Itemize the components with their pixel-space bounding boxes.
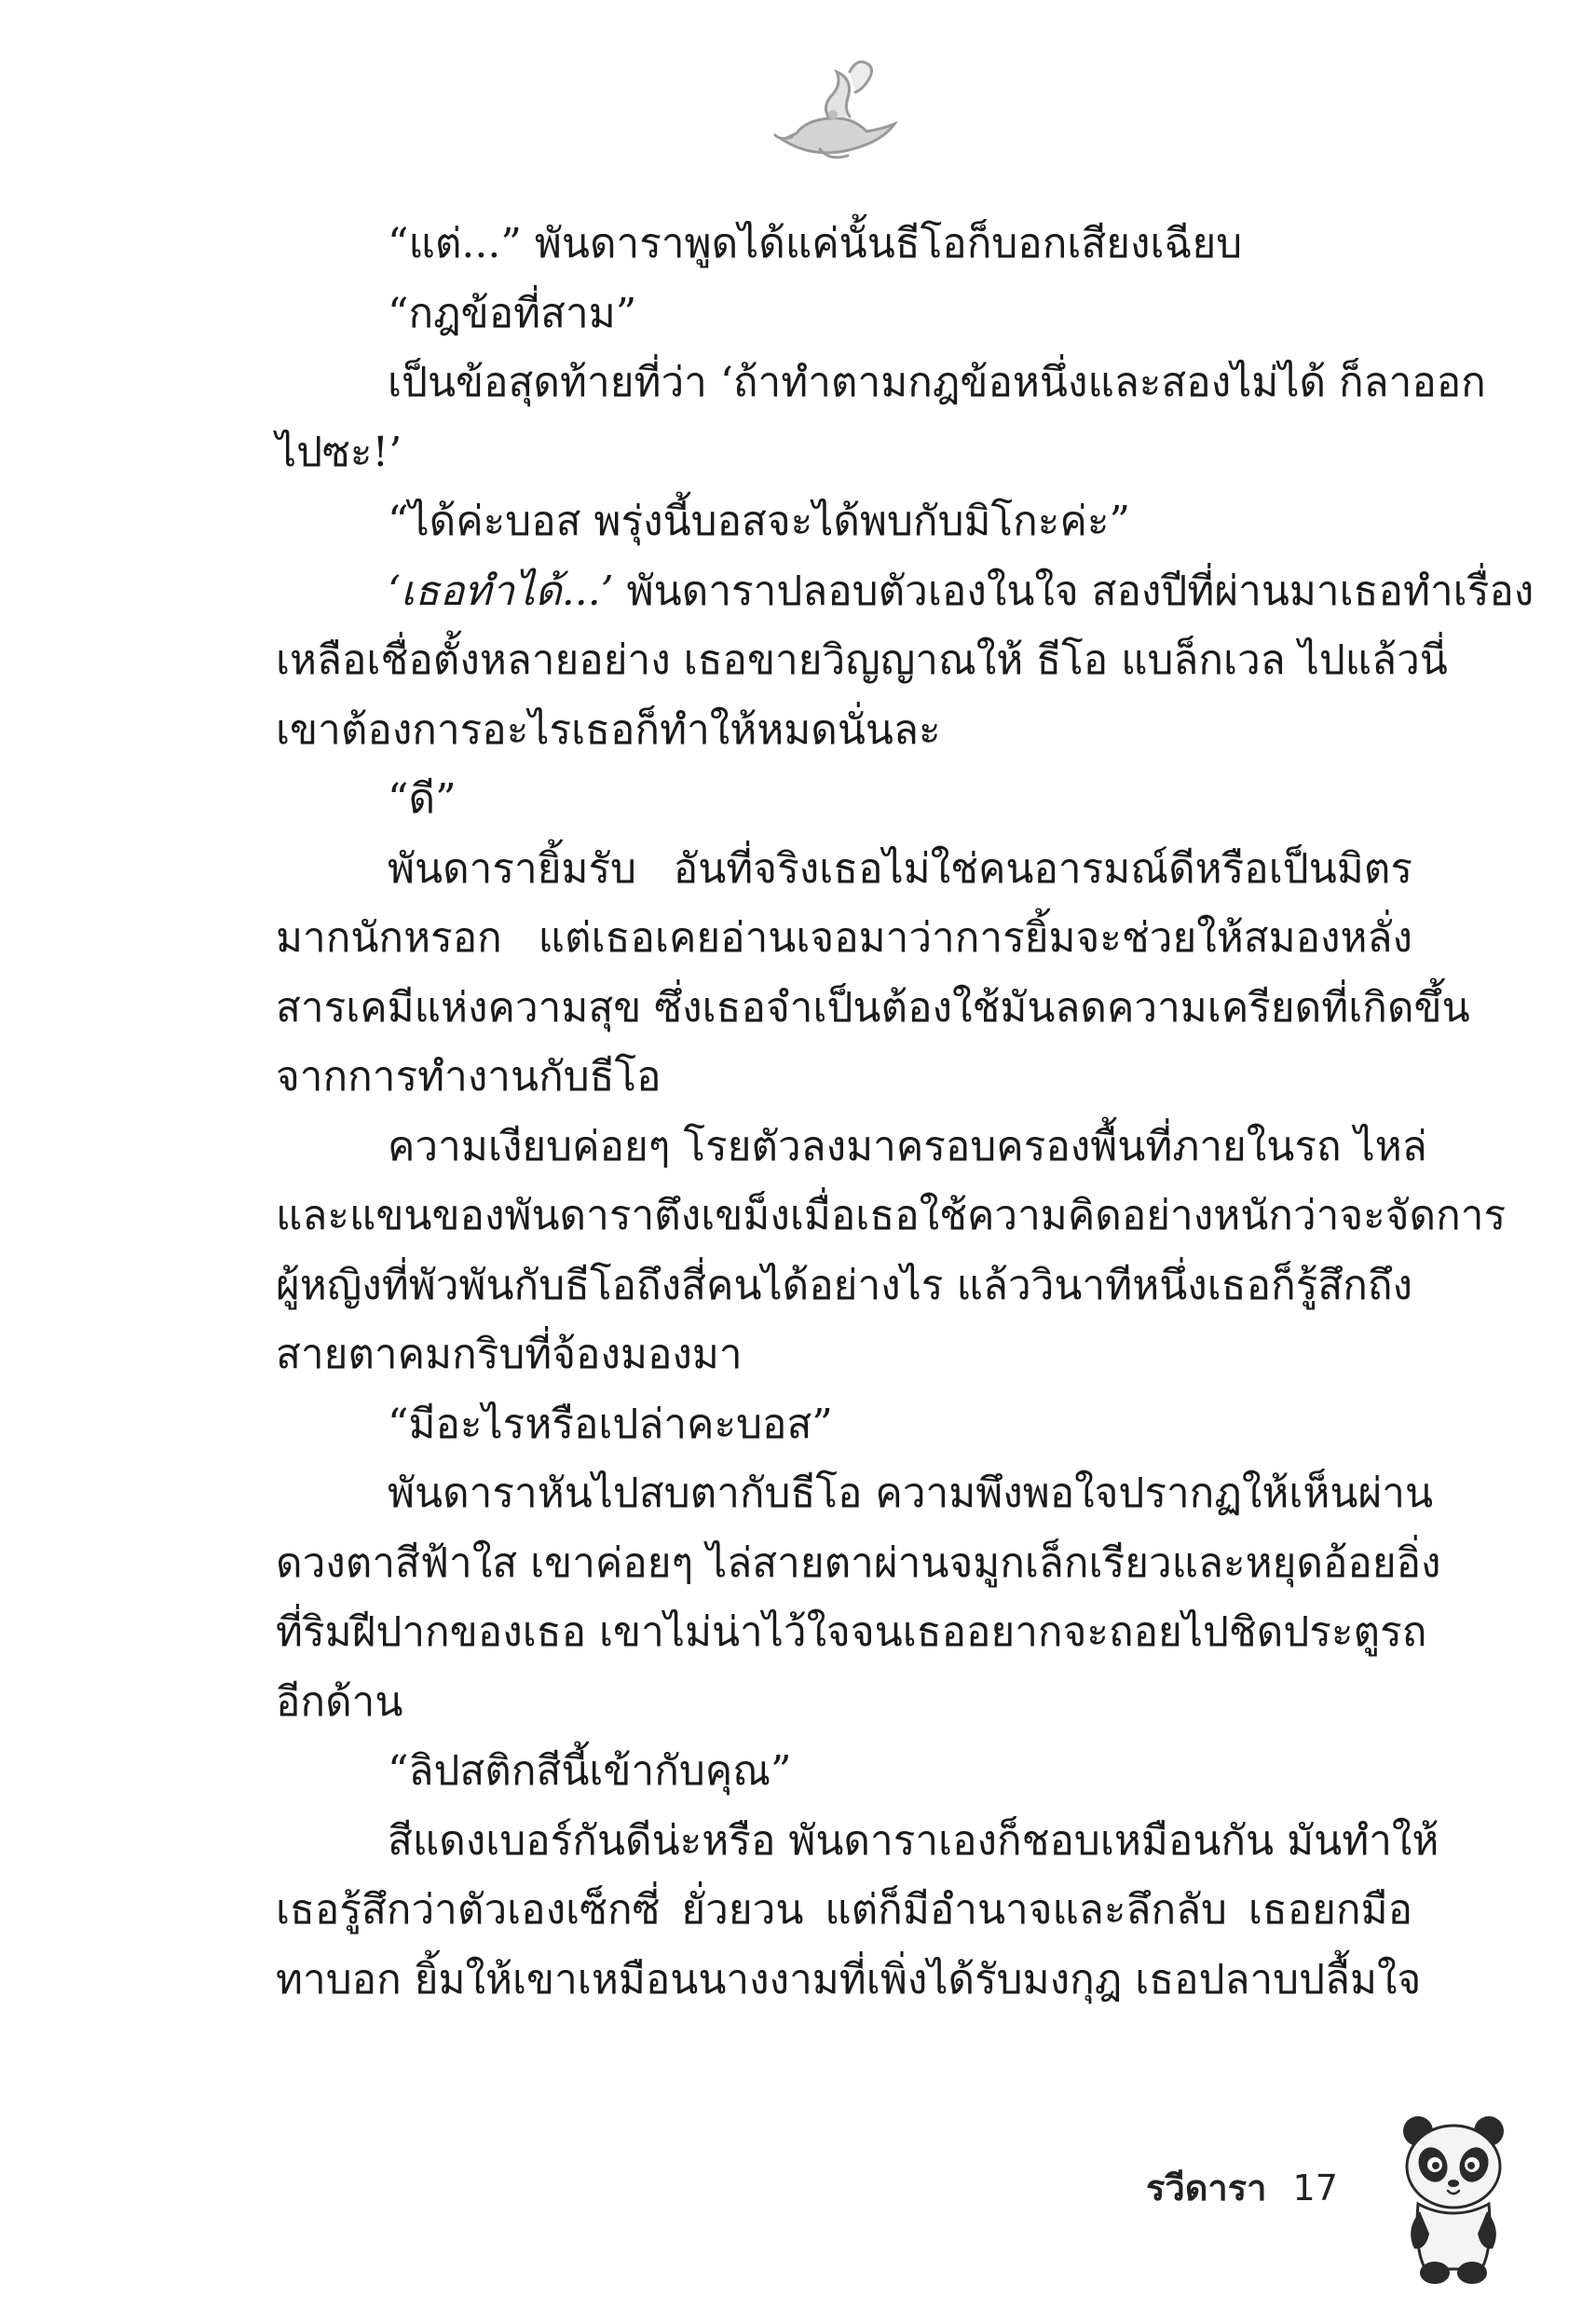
paragraph-line: “มีอะไรหรือเปล่าคะบอส”: [388, 1400, 833, 1448]
paragraph-line: ไปซะ!’: [276, 428, 402, 476]
lamp-genie-ornament-icon: [764, 51, 904, 172]
page-footer: [1146, 2160, 1370, 2216]
panda-mascot-icon: [1398, 2111, 1509, 2288]
paragraph-line: “ลิปสติกสีนี้เข้ากับคุณ”: [388, 1747, 792, 1795]
paragraph-line: พันดารายิ้มรับ อันที่จริงเธอไม่ใช่คนอารมณ์ดีหรือเป็นมิตร: [388, 844, 1412, 893]
paragraph-line: เป็นข้อสุดท้ายที่ว่า ‘ถ้าทำตามกฎข้อหนึ่งและสองไม่ได้ ก็ลาออก: [388, 359, 1486, 406]
paragraph-line: [276, 557, 1535, 627]
paragraph-line: เธอรู้สึกว่าตัวเองเซ็กซี่ ยั่วยวน แต่ก็มีอำนาจและลึกลับ เธอยกมือ: [276, 1886, 1412, 1934]
paragraph-line: ผู้หญิงที่พัวพันกับธีโอถึงสี่คนได้อย่างไร แล้ววินาทีหนึ่งเธอก็รู้สึกถึง: [276, 1261, 1412, 1309]
paragraph-line: มากนักหรอก แต่เธอเคยอ่านเจอมาว่าการยิ้มจะช่วยให้สมองหลั่ง: [276, 914, 1412, 962]
book-title: รวีดารา: [1146, 2167, 1267, 2208]
paragraph-line: อีกด้าน: [276, 1677, 403, 1726]
paragraph-line: พันดาราหันไปสบตากับธีโอ ความพึงพอใจปรากฏให้เห็นผ่าน: [388, 1470, 1434, 1517]
paragraph-line: สายตาคมกริบที่จ้องมองมา: [276, 1331, 743, 1378]
paragraph-line: เขาต้องการอะไรเธอก็ทำให้หมดนั่นละ: [276, 705, 941, 754]
paragraph-line: ดวงตาสีฟ้าใส เขาค่อยๆ ไล่สายตาผ่านจมูกเล็กเรียวและหยุดอ้อยอิ่ง: [276, 1538, 1441, 1587]
paragraph-line: ที่ริมฝีปากของเธอ เขาไม่น่าไว้ใจจนเธออยากจะถอยไปชิดประตูรถ: [276, 1608, 1427, 1656]
paragraph-line: ทาบอก ยิ้มให้เขาเหมือนนางงามที่เพิ่งได้รับมงกุฎ เธอปลาบปลื้มใจ: [276, 1955, 1422, 2003]
paragraph-line: จากการทำงานกับธีโอ: [276, 1053, 662, 1101]
paragraph-text: พันดาราปลอบตัวเองในใจ สองปีที่ผ่านมาเธอทำเรื่อง: [613, 567, 1535, 615]
paragraph-line: เหลือเชื่อตั้งหลายอย่าง เธอขายวิญญาณให้ ธีโอ แบล็กเวล ไปแล้วนี่: [276, 636, 1448, 684]
paragraph-line: “ได้ค่ะบอส พรุ่งนี้บอสจะได้พบกับมิโกะค่ะ”: [388, 498, 1130, 545]
body-text: [276, 210, 1535, 2015]
page-number: 17: [1292, 2167, 1338, 2208]
paragraph-line: ความเงียบค่อยๆ โรยตัวลงมาครอบครองพื้นที่ภายในรถ ไหล่: [388, 1122, 1427, 1170]
paragraph-line: “กฎข้อที่สาม”: [388, 289, 637, 337]
paragraph-line: “ดี”: [388, 775, 457, 823]
italic-thought: ‘เธอทำได้...’: [388, 567, 614, 615]
paragraph-line: และแขนของพันดาราตึงเขม็งเมื่อเธอใช้ความคิดอย่างหนักว่าจะจัดการ: [276, 1192, 1507, 1239]
paragraph-line: สารเคมีแห่งความสุข ซึ่งเธอจำเป็นต้องใช้มันลดความเครียดที่เกิดขึ้น: [276, 983, 1470, 1032]
paragraph-line: สีแดงเบอร์กันดีน่ะหรือ พันดาราเองก็ชอบเหมือนกัน มันทำให้: [388, 1816, 1439, 1865]
paragraph-line: “แต่...” พันดาราพูดได้แค่นั้นธีโอก็บอกเสียงเฉียบ: [388, 220, 1243, 267]
